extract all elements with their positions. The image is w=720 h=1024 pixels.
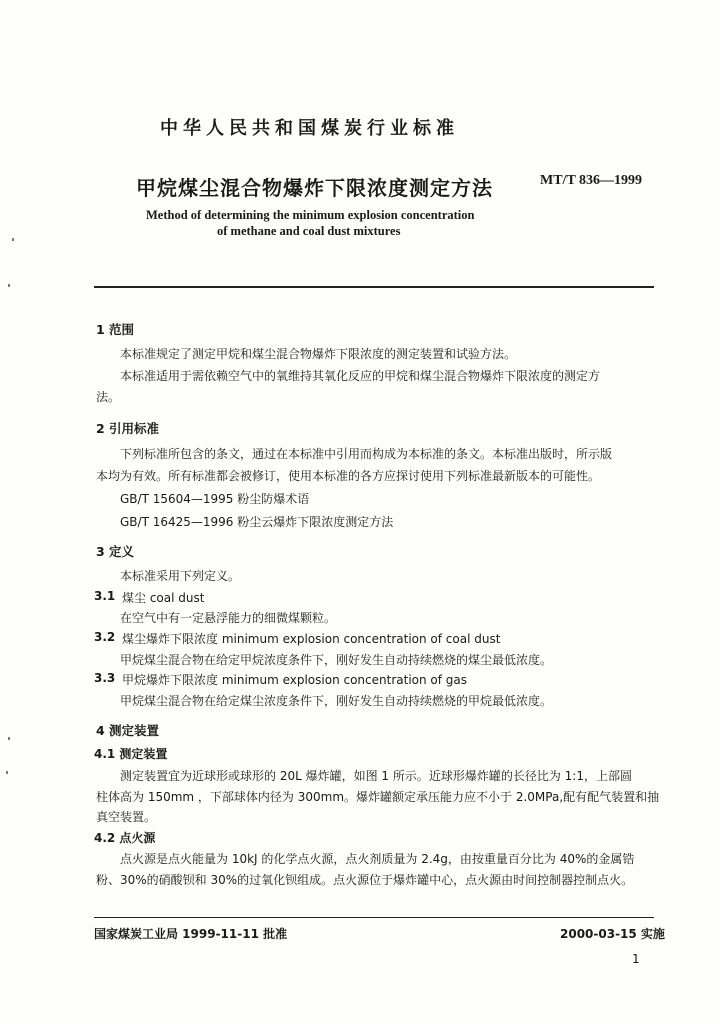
standard-code: MT/T 836—1999 <box>540 173 643 188</box>
english-title-line2: of methane and coal dust mixtures <box>217 224 401 238</box>
definition-3-3-text: 甲烷煤尘混合物在给定煤尘浓度条件下，刚好发生自动持续燃烧的甲烷最低浓度。 <box>120 694 553 708</box>
reference-1: GB/T 15604—1995 粉尘防爆术语 <box>120 492 310 506</box>
subsection-4-2-line1: 点火源是点火能量为 10kJ 的化学点火源，点火剂质量为 2.4g，由按重量百分比为 40%的金属锆 <box>120 852 635 866</box>
section-3-heading: 3 定义 <box>96 544 135 559</box>
section-4-heading: 4 测定装置 <box>96 723 160 738</box>
subsection-4-1-line3: 真空装置。 <box>96 810 157 824</box>
section-2-paragraph-line1: 下列标准所包含的条文，通过在本标准中引用而构成为本标准的条文。本标准出版时，所示版 <box>120 447 613 461</box>
scan-speck <box>8 737 10 740</box>
definition-3-2-text: 甲烷煤尘混合物在给定甲烷浓度条件下，刚好发生自动持续燃烧的煤尘最低浓度。 <box>120 653 553 667</box>
definition-3-3-term: 甲烷爆炸下限浓度 minimum explosion concentration of gas <box>122 673 468 687</box>
subsection-4-2-line2: 粉、30%的硝酸钡和 30%的过氧化钡组成。点火源位于爆炸罐中心，点火源由时间控制器控制点火。 <box>96 873 634 887</box>
scan-speck <box>8 284 10 287</box>
section-1-paragraph-1: 本标准规定了测定甲烷和煤尘混合物爆炸下限浓度的测定装置和试验方法。 <box>120 347 517 361</box>
header-rule <box>94 286 654 288</box>
definition-3-3-number: 3.3 <box>94 671 116 685</box>
section-1-heading: 1 范围 <box>96 322 135 337</box>
subsection-4-1-heading: 4.1 测定装置 <box>94 747 168 761</box>
definition-3-1-text: 在空气中有一定悬浮能力的细微煤颗粒。 <box>120 611 337 625</box>
definition-3-1-number: 3.1 <box>94 589 116 603</box>
section-3-intro: 本标准采用下列定义。 <box>120 569 241 583</box>
section-1-paragraph-2-line2: 法。 <box>96 390 121 404</box>
scan-speck <box>6 771 8 774</box>
definition-3-2-term: 煤尘爆炸下限浓度 minimum explosion concentration of coal dust <box>122 632 501 646</box>
subsection-4-2-heading: 4.2 点火源 <box>94 831 156 845</box>
definition-3-2-number: 3.2 <box>94 630 116 644</box>
approval-note: 国家煤炭工业局 1999-11-11 批准 <box>94 927 288 941</box>
page-number: 1 <box>632 952 640 966</box>
definition-3-1-term: 煤尘 coal dust <box>122 591 205 605</box>
reference-2: GB/T 16425—1996 粉尘云爆炸下限浓度测定方法 <box>120 515 394 529</box>
scan-speck <box>12 238 14 241</box>
implementation-date: 2000-03-15 实施 <box>560 927 665 941</box>
section-2-paragraph-line2: 本均为有效。所有标准都会被修订，使用本标准的各方应探讨使用下列标准最新版本的可能性。 <box>96 469 601 483</box>
document-title: 甲烷煤尘混合物爆炸下限浓度测定方法 <box>136 176 493 200</box>
section-1-paragraph-2-line1: 本标准适用于需依赖空气中的氧维持其氧化反应的甲烷和煤尘混合物爆炸下限浓度的测定方 <box>120 369 601 383</box>
english-title-line1: Method of determining the minimum explosion concentration <box>146 208 475 222</box>
footer-rule <box>94 917 654 918</box>
standard-category: 中华人民共和国煤炭行业标准 <box>160 118 459 139</box>
section-2-heading: 2 引用标准 <box>96 421 160 436</box>
subsection-4-1-line2: 柱体高为 150mm ，下部球体内径为 300mm。爆炸罐额定承压能力应不小于 2.0MPa,配有配气装置和抽 <box>96 790 660 804</box>
subsection-4-1-line1: 测定装置宜为近球形或球形的 20L 爆炸罐，如图 1 所示。近球形爆炸罐的长径比为 1:1，上部圆 <box>120 769 632 783</box>
